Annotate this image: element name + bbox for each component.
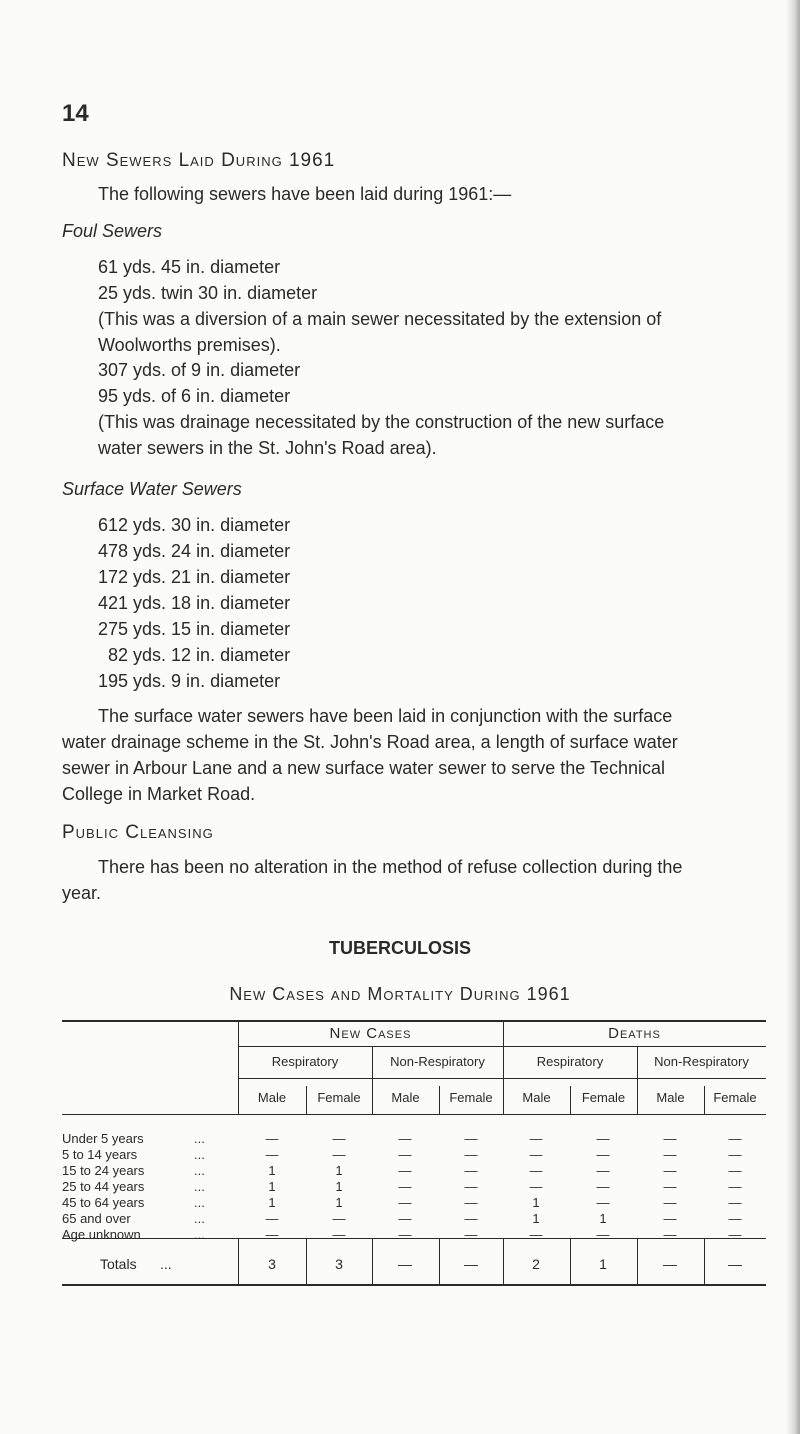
table-rule xyxy=(238,1046,766,1047)
table-cell: — xyxy=(265,1131,279,1146)
foul-note-1a: (This was a diversion of a main sewer necessitated by the extension of xyxy=(98,309,662,329)
table-cell: — xyxy=(332,1131,346,1146)
table-col-rule xyxy=(570,1238,571,1284)
foul-note-2a: (This was drainage necessitated by the construction of the new surface xyxy=(98,412,665,432)
table-cell: — xyxy=(663,1179,677,1194)
surface-item: 421 yds. 18 in. diameter xyxy=(98,593,291,613)
totals-dots: ... xyxy=(160,1256,172,1272)
table-cell: 1 xyxy=(335,1163,343,1178)
header-female: Female xyxy=(317,1090,361,1105)
header-female: Female xyxy=(449,1090,493,1105)
table-col-rule xyxy=(439,1238,440,1284)
surface-item: 82 yds. 12 in. diameter xyxy=(108,645,291,665)
row-label: 5 to 14 years xyxy=(62,1147,138,1162)
row-dots: ... xyxy=(194,1147,205,1162)
totals-cell: 3 xyxy=(268,1256,276,1272)
table-cell: — xyxy=(663,1211,677,1226)
table-cell: 1 xyxy=(268,1163,276,1178)
table-cell: 1 xyxy=(268,1195,276,1210)
table-bottom-rule xyxy=(62,1284,766,1286)
surface-item: 275 yds. 15 in. diameter xyxy=(98,619,291,639)
foul-note-1b: Woolworths premises). xyxy=(98,335,281,355)
surface-item: 172 yds. 21 in. diameter xyxy=(98,567,291,587)
sewers-intro: The following sewers have been laid during 1961:— xyxy=(98,184,512,204)
table-cell: — xyxy=(398,1211,412,1226)
table-rule xyxy=(238,1078,766,1079)
table-cell: — xyxy=(398,1179,412,1194)
surface-item: 478 yds. 24 in. diameter xyxy=(98,541,291,561)
cleansing-heading: Public Cleansing xyxy=(62,822,214,843)
tuberculosis-subtitle: New Cases and Mortality During 1961 xyxy=(229,984,571,1004)
table-cell: — xyxy=(663,1131,677,1146)
totals-cell: 2 xyxy=(532,1256,540,1272)
totals-cell: — xyxy=(663,1256,677,1272)
table-cell: — xyxy=(728,1131,742,1146)
table-cell: — xyxy=(728,1227,742,1242)
header-non-respiratory: Non-Respiratory xyxy=(390,1054,485,1069)
surface-paragraph-line: College in Market Road. xyxy=(62,784,256,804)
table-cell: — xyxy=(464,1195,478,1210)
table-cell: — xyxy=(529,1131,543,1146)
table-cell: — xyxy=(596,1163,610,1178)
table-col-rule xyxy=(306,1238,307,1284)
header-female: Female xyxy=(581,1090,626,1105)
header-new-cases: New Cases xyxy=(329,1025,412,1042)
header-respiratory: Respiratory xyxy=(271,1054,339,1069)
table-cell: — xyxy=(464,1179,478,1194)
table-cell: — xyxy=(398,1131,412,1146)
table-cell: — xyxy=(398,1163,412,1178)
table-cell: — xyxy=(596,1179,610,1194)
row-label: 65 and over xyxy=(62,1211,131,1226)
table-cell: — xyxy=(663,1227,677,1242)
row-label: 45 to 64 years xyxy=(62,1195,145,1210)
foul-note-2b: water sewers in the St. John's Road area). xyxy=(98,438,437,458)
row-dots: ... xyxy=(194,1211,205,1226)
header-male: Male xyxy=(522,1090,551,1105)
header-female: Female xyxy=(713,1090,757,1105)
table-cell: 1 xyxy=(335,1179,343,1194)
table-cell: — xyxy=(332,1211,346,1226)
totals-cell: — xyxy=(464,1256,478,1272)
page-edge-shadow xyxy=(786,0,800,1434)
table-cell: — xyxy=(265,1211,279,1226)
table-cell: — xyxy=(728,1163,742,1178)
table-cell: — xyxy=(529,1227,543,1242)
totals-label: Totals xyxy=(100,1256,137,1272)
table-col-rule xyxy=(503,1238,504,1284)
table-cell: — xyxy=(596,1131,610,1146)
table-cell: — xyxy=(596,1195,610,1210)
foul-line-1: 61 yds. 45 in. diameter xyxy=(98,257,281,277)
header-male: Male xyxy=(257,1090,287,1105)
surface-sewers-title: Surface Water Sewers xyxy=(62,479,242,499)
table-cell: 1 xyxy=(532,1195,540,1210)
surface-paragraph-line: The surface water sewers have been laid in conjunction with the surface xyxy=(98,706,673,726)
table-cell: — xyxy=(464,1211,478,1226)
table-col-rule xyxy=(637,1238,638,1284)
table-cell: — xyxy=(529,1147,543,1162)
surface-item: 612 yds. 30 in. diameter xyxy=(98,515,291,535)
table-cell: — xyxy=(728,1195,742,1210)
foul-sewers-title: Foul Sewers xyxy=(62,221,163,241)
table-top-rule xyxy=(62,1020,766,1022)
header-non-respiratory: Non-Respiratory xyxy=(654,1054,749,1069)
totals-cell: — xyxy=(728,1256,742,1272)
table-cell: — xyxy=(464,1163,478,1178)
table-cell: — xyxy=(332,1227,346,1242)
foul-line-3: 307 yds. of 9 in. diameter xyxy=(98,360,301,380)
table-cell: — xyxy=(663,1147,677,1162)
totals-cell: — xyxy=(398,1256,412,1272)
table-cell: — xyxy=(464,1227,478,1242)
table-col-rule xyxy=(704,1238,705,1284)
surface-paragraph-line: sewer in Arbour Lane and a new surface water sewer to serve the Technical xyxy=(62,758,665,778)
foul-line-4: 95 yds. of 6 in. diameter xyxy=(98,386,291,406)
header-deaths: Deaths xyxy=(608,1025,661,1042)
table-cell: 1 xyxy=(335,1195,343,1210)
header-respiratory: Respiratory xyxy=(536,1054,604,1069)
table-cell: — xyxy=(398,1147,412,1162)
totals-cell: 3 xyxy=(335,1256,343,1272)
table-cell: 1 xyxy=(599,1211,607,1226)
row-label: 25 to 44 years xyxy=(62,1179,145,1194)
surface-item: 195 yds. 9 in. diameter xyxy=(98,671,281,691)
table-rule xyxy=(62,1114,766,1115)
header-male: Male xyxy=(656,1090,685,1105)
sewers-heading: New Sewers Laid During 1961 xyxy=(62,150,336,171)
table-cell: — xyxy=(596,1227,610,1242)
table-cell: — xyxy=(398,1195,412,1210)
table-cell: — xyxy=(728,1179,742,1194)
totals-cell: 1 xyxy=(599,1256,607,1272)
table-cell: — xyxy=(464,1147,478,1162)
page-number: 14 xyxy=(62,100,89,127)
surface-paragraph-line: water drainage scheme in the St. John's Road area, a length of surface water xyxy=(62,732,678,752)
row-dots: ... xyxy=(194,1227,205,1242)
table-cell: — xyxy=(663,1163,677,1178)
header-male: Male xyxy=(391,1090,420,1105)
table-col-rule xyxy=(372,1238,373,1284)
table-cell: — xyxy=(728,1211,742,1226)
row-dots: ... xyxy=(194,1179,205,1194)
tuberculosis-title: TUBERCULOSIS xyxy=(328,938,471,958)
table-cell: — xyxy=(728,1147,742,1162)
row-dots: ... xyxy=(194,1163,205,1178)
foul-line-2: 25 yds. twin 30 in. diameter xyxy=(98,283,318,303)
row-label: Under 5 years xyxy=(62,1131,144,1146)
cleansing-paragraph-line: year. xyxy=(62,883,102,903)
table-cell: — xyxy=(529,1179,543,1194)
table-cell: — xyxy=(332,1147,346,1162)
row-label: Age unknown xyxy=(62,1227,141,1242)
row-dots: ... xyxy=(194,1195,205,1210)
table-cell: — xyxy=(464,1131,478,1146)
table-cell: 1 xyxy=(268,1179,276,1194)
table-cell: — xyxy=(398,1227,412,1242)
table-cell: — xyxy=(596,1147,610,1162)
table-cell: — xyxy=(663,1195,677,1210)
table-cell: 1 xyxy=(532,1211,540,1226)
table-cell: — xyxy=(529,1163,543,1178)
row-dots: ... xyxy=(194,1131,205,1146)
cleansing-paragraph-line: There has been no alteration in the method of refuse collection during the xyxy=(98,857,683,877)
table-cell: — xyxy=(265,1147,279,1162)
table-col-rule xyxy=(238,1238,239,1284)
row-label: 15 to 24 years xyxy=(62,1163,145,1178)
table-cell: — xyxy=(265,1227,279,1242)
